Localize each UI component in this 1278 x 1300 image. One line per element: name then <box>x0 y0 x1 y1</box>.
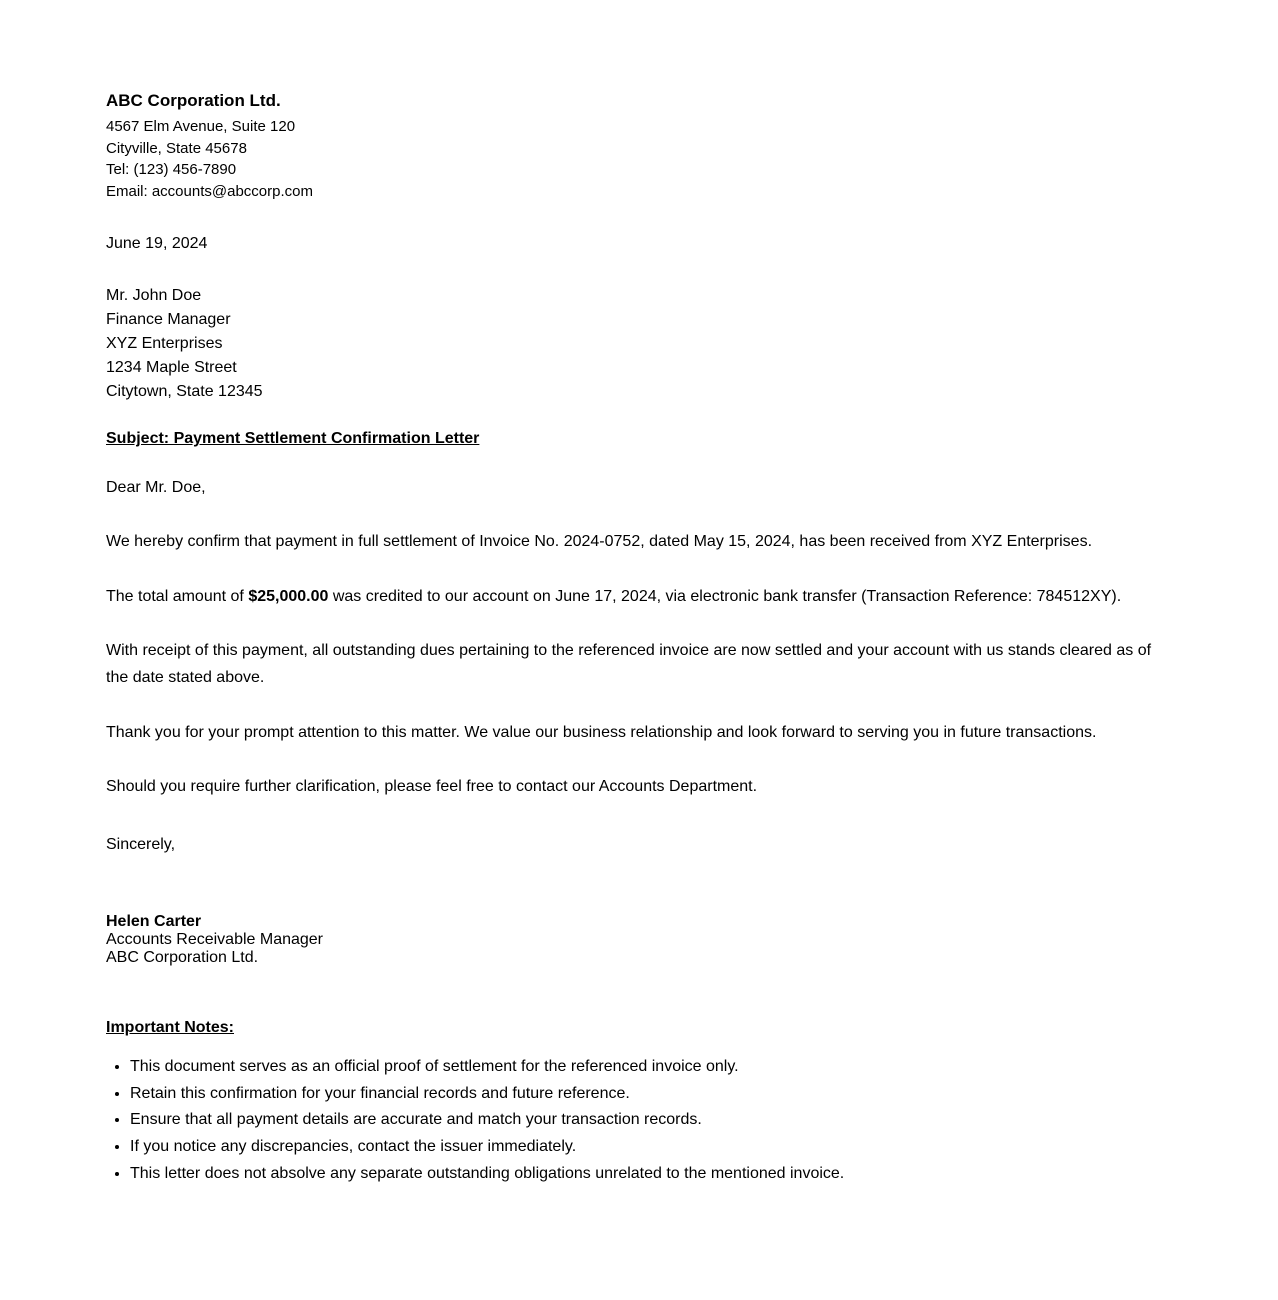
body-paragraph-2 <box>106 583 1166 610</box>
sender-tel: Tel: (123) 456-7890 <box>106 161 237 178</box>
signatory-name: Helen Carter <box>106 913 202 930</box>
notes-item: • Retain this confirmation for your financial records and future reference. <box>130 1081 1230 1108</box>
signatory-company: ABC Corporation Ltd. <box>106 949 259 966</box>
sender-email: Email: accounts@abccorp.com <box>106 183 313 200</box>
para2-suffix: was credited to our account on June 17, 2024, via electronic bank transfer (Transaction Reference: 784512XY). <box>328 588 1122 605</box>
recipient-street: 1234 Maple Street <box>106 359 237 376</box>
body-paragraph-1: We hereby confirm that payment in full settlement of Invoice No. 2024-0752, dated May 15, 2024, has been received from XYZ Enterprises. <box>106 533 1093 550</box>
body-paragraph-3: With receipt of this payment, all outstanding dues pertaining to the referenced invoice are now settled and your account with us stands cleared as of the date stated above. <box>106 642 1152 686</box>
letter-subject: Subject: Payment Settlement Confirmation Letter <box>106 430 480 447</box>
recipient-company: XYZ Enterprises <box>106 335 223 352</box>
notes-item: • If you notice any discrepancies, contact the issuer immediately. <box>130 1134 1230 1161</box>
sender-address-line1: 4567 Elm Avenue, Suite 120 <box>106 118 296 135</box>
body-paragraph-4: Thank you for your prompt attention to this matter. We value our business relationship and look forward to serving you in future transactions. <box>106 724 1097 741</box>
body-paragraph-5: Should you require further clarification, please feel free to contact our Accounts Department. <box>106 778 758 795</box>
closing: Sincerely, <box>106 836 176 853</box>
recipient-city: Citytown, State 12345 <box>106 383 263 400</box>
notes-title: Important Notes: <box>106 1019 234 1036</box>
salutation: Dear Mr. Doe, <box>106 479 206 496</box>
notes-list <box>106 1054 1230 1188</box>
sender-company-name: ABC Corporation Ltd. <box>106 91 281 110</box>
sender-address-line2: Cityville, State 45678 <box>106 140 247 157</box>
notes-item: • This document serves as an official proof of settlement for the referenced invoice only. <box>130 1054 1230 1081</box>
notes-item: • Ensure that all payment details are accurate and match your transaction records. <box>130 1107 1230 1134</box>
payment-amount: $25,000.00 <box>248 588 329 605</box>
notes-item: • This letter does not absolve any separate outstanding obligations unrelated to the mentioned invoice. <box>130 1161 1230 1188</box>
signatory-title: Accounts Receivable Manager <box>106 931 324 948</box>
recipient-name: Mr. John Doe <box>106 287 202 304</box>
letter-date: June 19, 2024 <box>106 235 208 252</box>
recipient-title: Finance Manager <box>106 311 231 328</box>
para2-prefix: The total amount of <box>106 588 249 605</box>
